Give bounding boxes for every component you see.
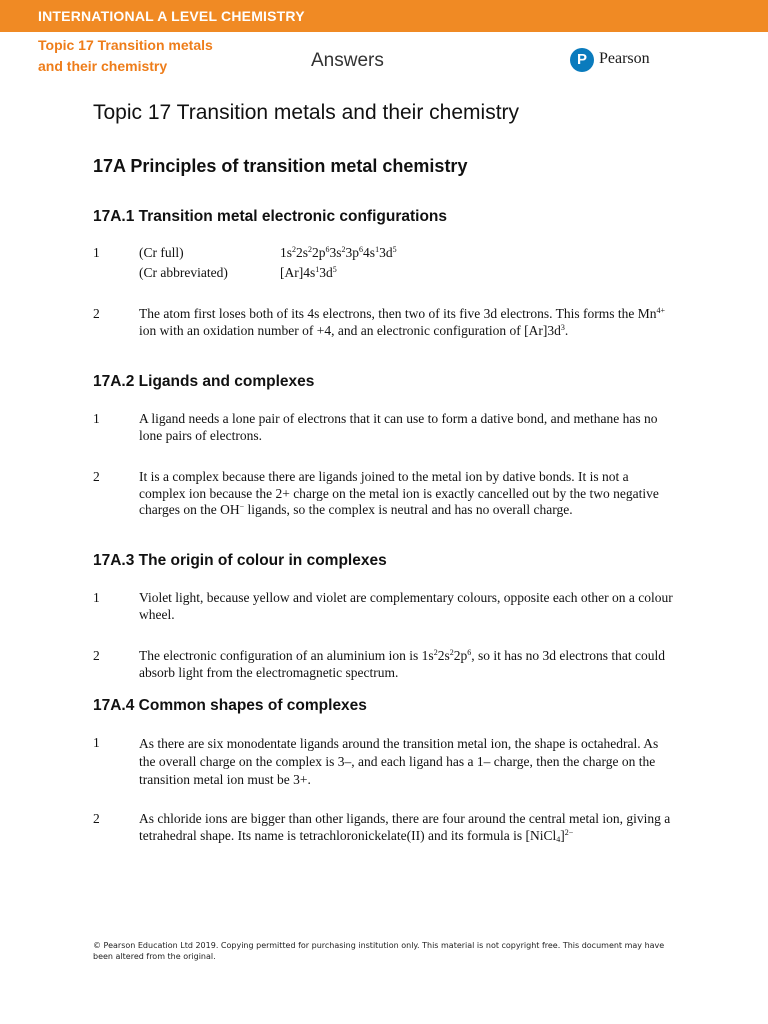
question-number: 2	[93, 306, 100, 321]
question-number: 1	[93, 590, 100, 605]
topic-line-1: Topic 17 Transition metals	[38, 37, 213, 53]
copyright-footer: © Pearson Education Ltd 2019. Copying permitted for purchasing institution only. This material is not copyright free. This document may have been altered from the original.	[93, 941, 665, 961]
pearson-logo	[570, 48, 680, 74]
answer-text: As chloride ions are bigger than other ligands, there are four around the central metal ion, giving a tetrahedral shape. Its name is tetrachloronickelate(II) and its formula is [NiCl$_4$]$^{2-}$	[139, 811, 671, 844]
page-title: Topic 17 Transition metals and their chemistry	[93, 101, 520, 124]
question-number: 1	[93, 245, 100, 260]
subsection-heading-17a4: 17A.4 Common shapes of complexes	[93, 697, 367, 714]
answer-text: The electronic configuration of an aluminium ion is $1s^22s^22p^6$, so it has no 3d electrons that could absorb light from the electromagnetic spectrum.	[139, 648, 666, 680]
cr-abbrev-config: $[Ar]4s^13d^5$	[280, 265, 337, 280]
answer-text: As there are six monodentate ligands around the transition metal ion, the shape is octahedral. As the overall charge on the complex is 3–, and each ligand has a 1– charge, then the charge on the transition metal ion must be 3+.	[139, 736, 659, 787]
banner-title: INTERNATIONAL A LEVEL CHEMISTRY	[38, 8, 305, 24]
cr-full-label: (Cr full)	[139, 245, 184, 260]
answers-label: Answers	[311, 50, 384, 71]
question-number: 2	[93, 469, 100, 484]
cr-full-config: $1s^22s^22p^63s^23p^64s^13d^5$	[280, 245, 397, 260]
section-heading: 17A Principles of transition metal chemistry	[93, 156, 468, 176]
pearson-logo-text: Pearson	[599, 50, 650, 67]
question-number: 1	[93, 735, 100, 750]
subsection-heading-17a3: 17A.3 The origin of colour in complexes	[93, 552, 387, 569]
answer-text: Violet light, because yellow and violet are complementary colours, opposite each other on a colour wheel.	[139, 590, 673, 622]
subsection-heading-17a2: 17A.2 Ligands and complexes	[93, 373, 315, 390]
header-banner	[0, 0, 768, 32]
question-number: 2	[93, 648, 100, 663]
answer-text: The atom first loses both of its 4s electrons, then two of its five 3d electrons. This forms the $Mn^{4+}$ ion with an oxidation number of +4, and an electronic configuration of $[Ar]3d^3$.	[139, 306, 666, 338]
answer-text: It is a complex because there are ligands joined to the metal ion by dative bonds. It is not a complex ion because the 2+ charge on the metal ion is exactly cancelled out by the two negative charges on the OH− ligands, so the complex is neutral and has no overall charge.	[139, 469, 659, 517]
pearson-logo-icon: P	[570, 48, 594, 72]
question-number: 2	[93, 811, 100, 826]
question-number: 1	[93, 411, 100, 426]
answer-text: A ligand needs a lone pair of electrons that it can use to form a dative bond, and methane has no lone pairs of electrons.	[139, 411, 658, 443]
subsection-heading-17a1: 17A.1 Transition metal electronic configurations	[93, 208, 448, 225]
cr-abbrev-label: (Cr abbreviated)	[139, 265, 228, 280]
topic-line-2: and their chemistry	[38, 58, 168, 74]
